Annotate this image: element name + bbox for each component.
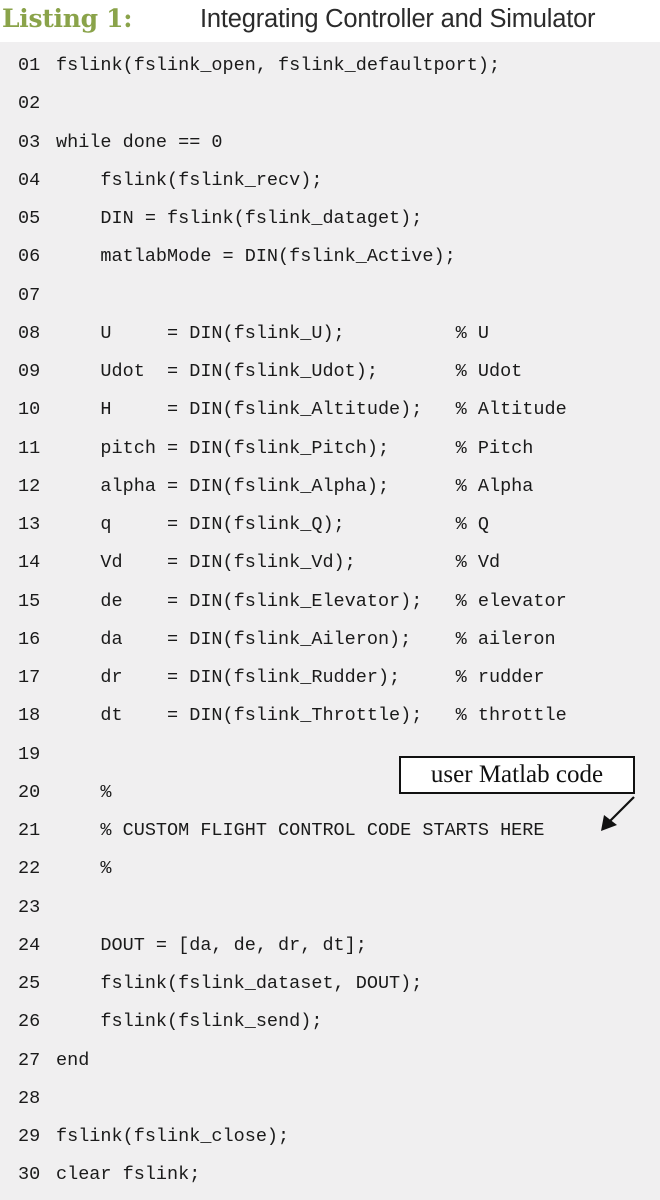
line-number: 16 [18, 628, 41, 650]
line-code: fslink(fslink_recv); [56, 169, 323, 191]
line-number: 28 [18, 1087, 41, 1109]
line-number: 01 [18, 55, 41, 76]
line-number: 30 [18, 1164, 41, 1186]
line-code: de = DIN(fslink_Elevator); % elevator [56, 590, 567, 612]
line-code: % [56, 781, 112, 803]
line-code: end [56, 1049, 90, 1071]
line-number: 29 [18, 1126, 41, 1147]
line-number: 18 [18, 705, 41, 727]
line-number: 26 [18, 1011, 41, 1033]
line-number: 12 [18, 475, 41, 497]
listing-title [0, 0, 660, 40]
line-code: U = DIN(fslink_U); % U [56, 322, 489, 344]
line-code: while done == 0 [56, 131, 223, 153]
line-code: % [56, 858, 112, 880]
line-number: 02 [18, 93, 41, 115]
line-code: DOUT = [da, de, dr, dt]; [56, 934, 367, 956]
line-code: fslink(fslink_open, fslink_defaultport); [56, 55, 501, 76]
line-code: fslink(fslink_close); [56, 1126, 290, 1147]
line-code: % CUSTOM FLIGHT CONTROL CODE STARTS HERE [56, 820, 545, 841]
line-number: 09 [18, 361, 41, 382]
line-code: DIN = fslink(fslink_dataget); [56, 208, 423, 229]
line-number: 24 [18, 934, 41, 956]
line-code: q = DIN(fslink_Q); % Q [56, 514, 489, 535]
listing-caption: Integrating Controller and Simulator [200, 5, 596, 33]
line-number: 19 [18, 743, 41, 765]
line-number: 13 [18, 514, 41, 535]
line-number: 15 [18, 590, 41, 612]
line-number: 25 [18, 973, 41, 994]
line-code: dr = DIN(fslink_Rudder); % rudder [56, 667, 545, 688]
line-code: clear fslink; [56, 1164, 201, 1186]
line-code: Udot = DIN(fslink_Udot); % Udot [56, 361, 523, 382]
line-number: 03 [18, 131, 41, 153]
line-number: 11 [18, 437, 41, 459]
line-code: matlabMode = DIN(fslink_Active); [56, 246, 456, 268]
listing-number: Listing 1: [2, 4, 133, 33]
user-code-callout: user Matlab code [399, 756, 635, 794]
line-number: 04 [18, 169, 41, 191]
line-number: 08 [18, 322, 41, 344]
line-number: 14 [18, 552, 41, 574]
line-code: pitch = DIN(fslink_Pitch); % Pitch [56, 437, 534, 459]
line-number: 22 [18, 858, 41, 880]
line-number: 27 [18, 1049, 41, 1071]
line-number: 06 [18, 246, 41, 268]
line-code: alpha = DIN(fslink_Alpha); % Alpha [56, 475, 534, 497]
line-number: 21 [18, 820, 41, 841]
line-code: Vd = DIN(fslink_Vd); % Vd [56, 552, 501, 574]
line-number: 05 [18, 208, 41, 229]
line-code: H = DIN(fslink_Altitude); % Altitude [56, 399, 567, 421]
line-code: dt = DIN(fslink_Throttle); % throttle [56, 705, 567, 727]
line-number: 20 [18, 781, 41, 803]
line-code: fslink(fslink_send); [56, 1011, 323, 1033]
line-number: 17 [18, 667, 41, 688]
line-code: da = DIN(fslink_Aileron); % aileron [56, 628, 556, 650]
line-number: 10 [18, 399, 41, 421]
line-number: 07 [18, 284, 41, 306]
line-number: 23 [18, 896, 41, 918]
line-code: fslink(fslink_dataset, DOUT); [56, 973, 423, 994]
